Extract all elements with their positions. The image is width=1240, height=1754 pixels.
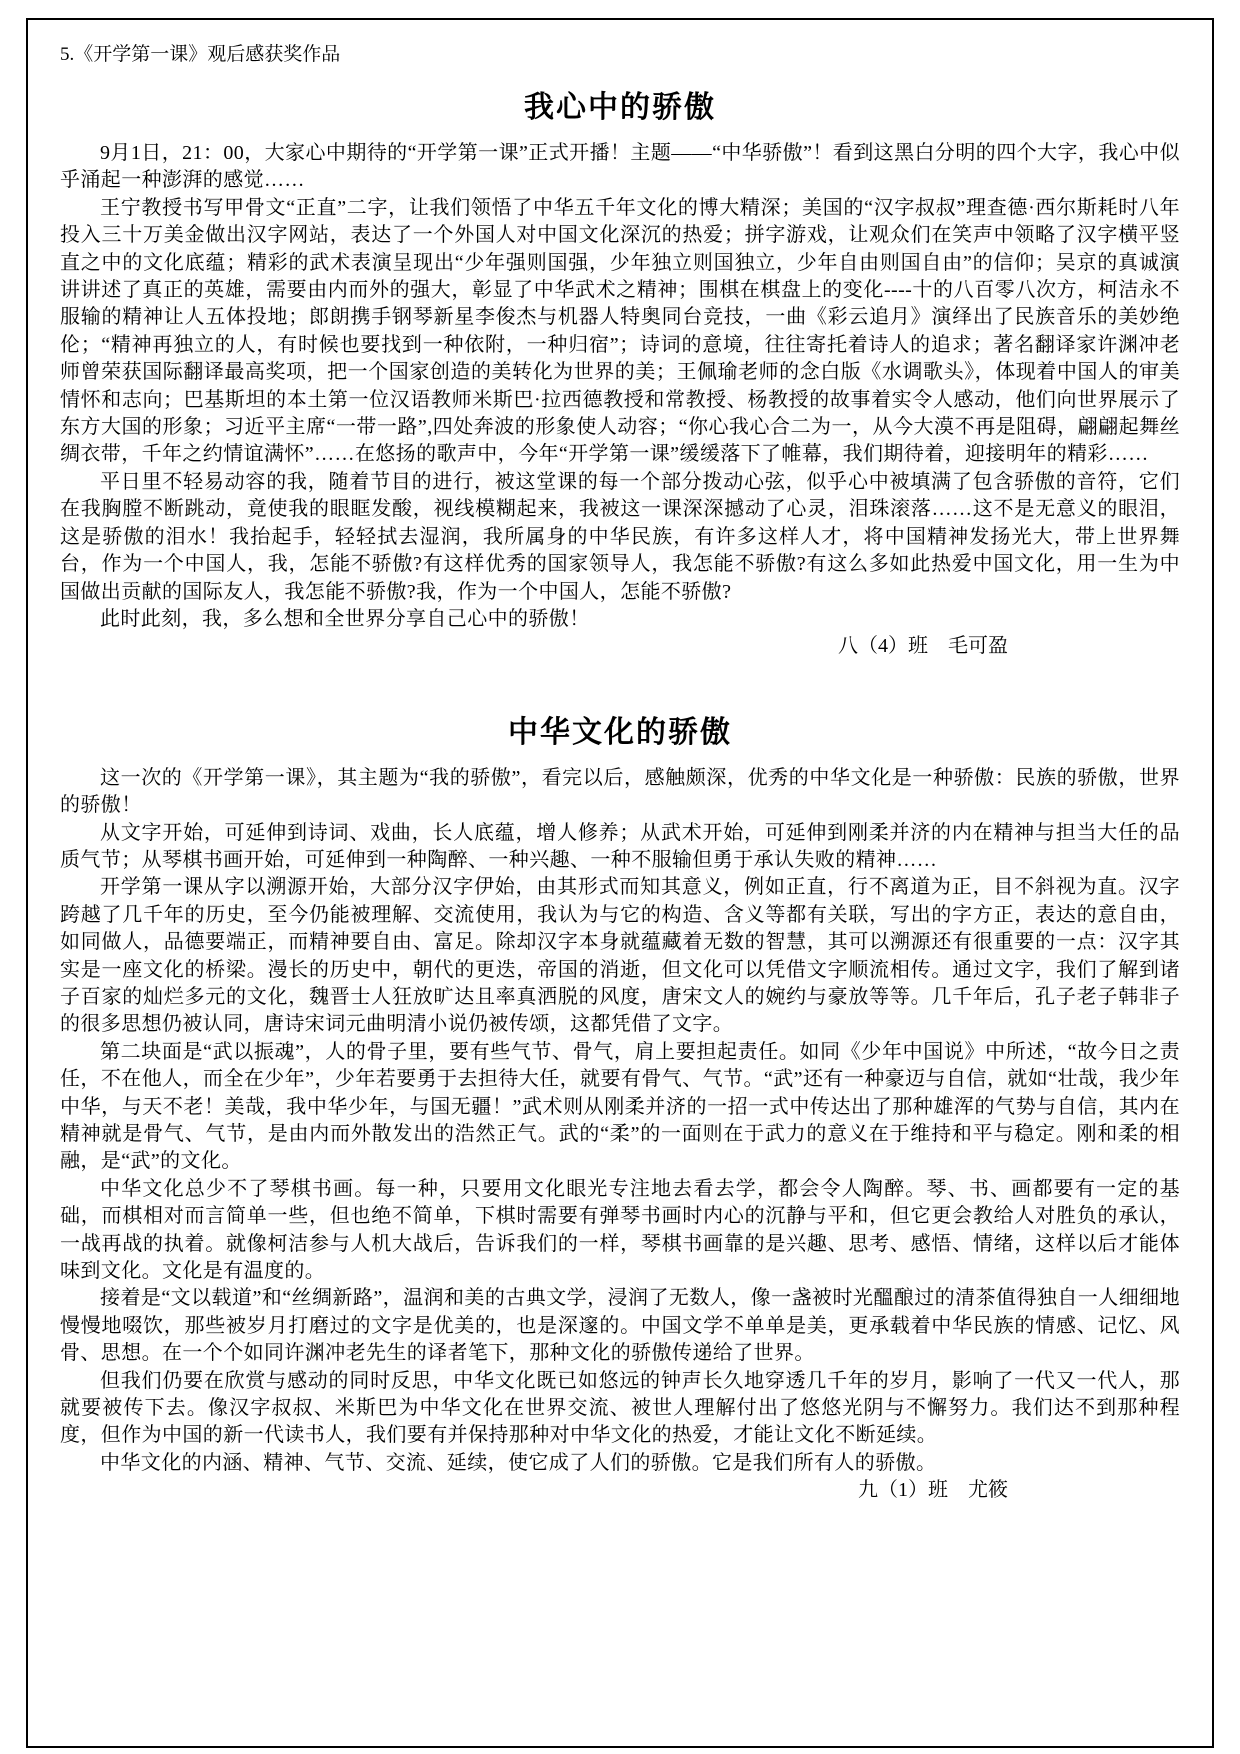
essay-2-paragraph-2: 从文字开始，可延伸到诗词、戏曲，长人底蕴，增人修养；从武术开始，可延伸到刚柔并济的内在精神与担当大任的品质气节；从琴棋书画开始，可延伸到一种陶醉、一种兴趣、一种不服输但勇于承认失败的精神…… (60, 821, 1180, 871)
essay-1-paragraph-3: 平日里不轻易动容的我，随着节目的进行，被这堂课的每一个部分拨动心弦，似乎心中被填满了包含骄傲的音符，它们在我胸膛不断跳动，竟使我的眼眶发酸，视线模糊起来，我被这一课深深撼动了心灵，泪珠滚落……这不是无意义的眼泪，这是骄傲的泪水！我抬起手，轻轻拭去湿润，我所属身的中华民族，有许多这样人才，将中国精神发扬光大，带上世界舞台，作为一个中国人，我，怎能不骄傲?有这样优秀的国家领导人，我怎能不骄傲?有这么多如此热爱中国文化，用一生为中国做出贡献的国际友人，我怎能不骄傲?我，作为一个中国人，怎能不骄傲? (60, 470, 1180, 603)
essay-2 (60, 707, 1180, 1505)
essay-1 (60, 82, 1180, 661)
essay-1-paragraph-2: 王宁教授书写甲骨文“正直”二字，让我们领悟了中华五千年文化的博大精深；美国的“汉字叔叔”理查德·西尔斯耗时八年投入三十万美金做出汉字网站，表达了一个外国人对中国文化深沉的热爱；拼字游戏，让观众们在笑声中领略了汉字横平竖直之中的文化底蕴；精彩的武术表演呈现出“少年强则国强，少年独立则国独立，少年自由则国自由”的信仰；吴京的真诚演讲讲述了真正的英雄，需要由内而外的强大，彰显了中华武术之精神；围棋在棋盘上的变化----十的八百零八次方，柯洁永不服输的精神让人五体投地；郎朗携手钢琴新星李俊杰与机器人特奥同台竞技，一曲《彩云追月》演绎出了民族音乐的美妙绝伦；“精神再独立的人，有时候也要找到一种依附，一种归宿”；诗词的意境，往往寄托着诗人的追求；著名翻译家许渊冲老师曾荣获国际翻译最高奖项，把一个国家创造的美转化为世界的美；王佩瑜老师的念白版《水调歌头》，体现着中国人的审美情怀和志向；巴基斯坦的本土第一位汉语教师米斯巴·拉西德教授和常教授、杨教授的故事着实令人感动，他们向世界展示了东方大国的形象；习近平主席“一带一路”,四处奔波的形象使人动容；“你心我心合二为一，从今大漠不再是阻碍，翩翩起舞丝绸衣带，千年之约情谊满怀”……在悠扬的歌声中，今年“开学第一课”缓缓落下了帷幕，我们期待着，迎接明年的精彩…… (60, 196, 1180, 466)
essay-2-title: 中华文化的骄傲 (508, 715, 732, 749)
essay-1-title: 我心中的骄傲 (524, 91, 716, 124)
essay-1-paragraph-4: 此时此刻，我，多么想和全世界分享自己心中的骄傲！ (100, 607, 590, 630)
essay-1-attribution: 八（4）班 毛可盈 (838, 635, 1008, 658)
essay-2-paragraph-5: 中华文化总少不了琴棋书画。每一种，只要用文化眼光专注地去看去学，都会令人陶醉。琴、书、画都要有一定的基础，而棋相对而言简单一些，但也绝不简单，下棋时需要有弹琴书画时内心的沉静与平和，但它更会教给人对胜负的承认，一战再战的执着。就像柯洁参与人机大战后，告诉我们的一样，琴棋书画靠的是兴趣、思考、感悟、情绪，这样以后才能体味到文化。文化是有温度的。 (60, 1177, 1180, 1283)
essay-2-paragraph-6: 接着是“文以载道”和“丝绸新路”，温润和美的古典文学，浸润了无数人，像一盏被时光醞酿过的清茶值得独自一人细细地慢慢地啜饮，那些被岁月打磨过的文字是优美的，也是深邃的。中国文学不单单是美，更承载着中华民族的情感、记忆、风骨、思想。在一个个如同许渊冲老先生的译者笔下，那种文化的骄傲传递给了世界。 (60, 1287, 1180, 1365)
document-header: 5.《开学第一课》观后感获奖作品 (60, 44, 341, 65)
essay-2-paragraph-4: 第二块面是“武以振魂”，人的骨子里，要有些气节、骨气，肩上要担起责任。如同《少年中国说》中所述，“故今日之责任，不在他人，而全在少年”，少年若要勇于去担待大任，就要有骨气、气节。“武”还有一种豪迈与自信，就如“壮哉，我少年中华，与天不老！美哉，我中华少年，与国无疆！”武术则从刚柔并济的一招一式中传达出了那种雄浑的气势与自信，其内在精神就是骨气、气节，是由内而外散发出的浩然正气。武的“柔”的一面则在于武力的意义在于维持和平与稳定。刚和柔的相融，是“武”的文化。 (60, 1040, 1180, 1173)
document-page (26, 18, 1214, 1748)
essay-2-paragraph-1: 这一次的《开学第一课》，其主题为“我的骄傲”，看完以后，感触颇深，优秀的中华文化是一种骄傲：民族的骄傲，世界的骄傲！ (60, 766, 1180, 817)
essay-2-attribution: 九（1）班 尤筱 (858, 1479, 1008, 1502)
essay-2-paragraph-7: 但我们仍要在欣赏与感动的同时反思，中华文化既已如悠远的钟声长久地穿透几千年的岁月，影响了一代又一代人，那就要被传下去。像汉字叔叔、米斯巴为中华文化在世界交流、被世人理解付出了悠悠光阴与不懈努力。我们达不到那种程度，但作为中国的新一代读书人，我们要有并保持那种对中华文化的热爱，才能让文化不断延续。 (60, 1369, 1180, 1447)
essay-2-paragraph-8: 中华文化的内涵、精神、气节、交流、延续，使它成了人们的骄傲。它是我们所有人的骄傲。 (100, 1451, 937, 1474)
essay-1-paragraph-1: 9月1日，21：00，大家心中期待的“开学第一课”正式开播！主题——“中华骄傲”！看到这黑白分明的四个大字，我心中似乎涌起一种澎湃的感觉…… (60, 142, 1180, 192)
essay-2-paragraph-3: 开学第一课从字以溯源开始，大部分汉字伊始，由其形式而知其意义，例如正直，行不离道为正，目不斜视为直。汉字跨越了几千年的历史，至今仍能被理解、交流使用，我认为与它的构造、含义等都有关联，写出的字方正，表达的意自由，如同做人，品德要端正，而精神要自由、富足。除却汉字本身就蕴藏着无数的智慧，其可以溯源还有很重要的一点：汉字其实是一座文化的桥梁。漫长的历史中，朝代的更迭，帝国的消逝，但文化可以凭借文字顺流相传。通过文字，我们了解到诸子百家的灿烂多元的文化，魏晋士人狂放旷达且率真洒脱的风度，唐宋文人的婉约与豪放等等。几千年后，孔子老子韩非子的很多思想仍被认同，唐诗宋词元曲明清小说仍被传颂，这都凭借了文字。 (60, 876, 1180, 1036)
